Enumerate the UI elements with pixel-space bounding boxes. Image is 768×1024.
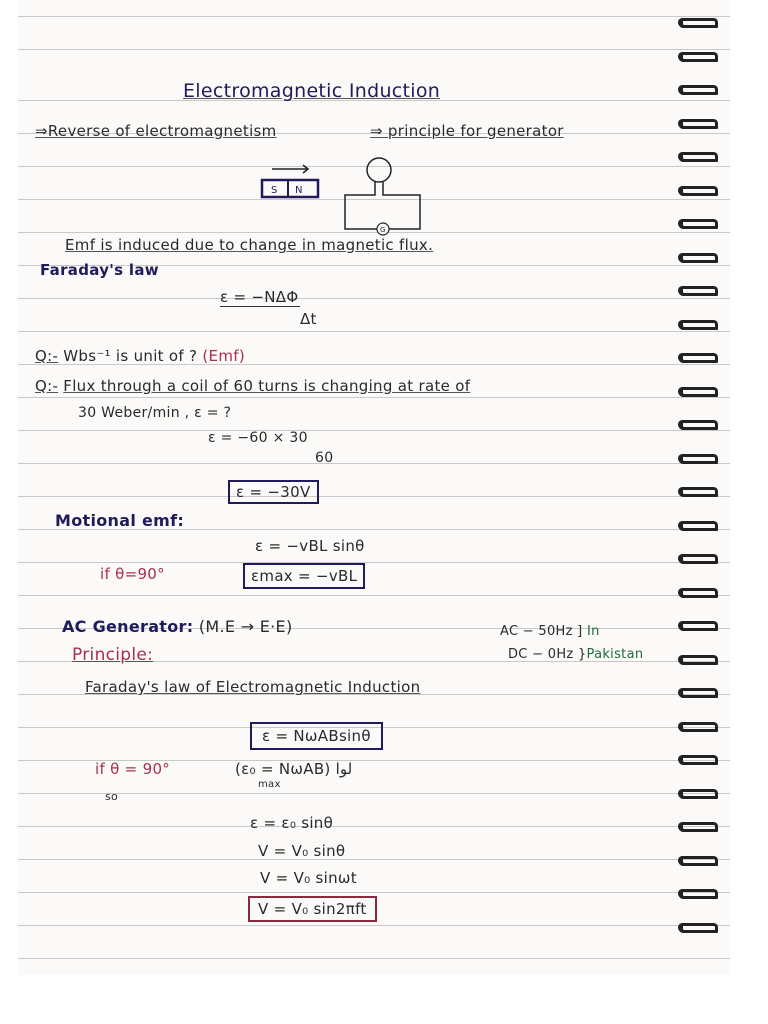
principle-text: Faraday's law of Electromagnetic Induction [85,678,421,696]
q2-result-box: ε = −30V [228,480,319,504]
ac-condition: if θ = 90° [95,760,171,778]
intro-left: ⇒Reverse of electromagnetism [35,122,277,140]
spiral-ring [678,119,718,129]
spiral-ring [678,152,718,162]
spiral-ring [678,822,718,832]
spiral-ring [678,554,718,564]
spiral-ring [678,219,718,229]
spiral-ring [678,253,718,263]
q1-label: Q:- [35,347,59,365]
spiral-ring [678,353,718,363]
faraday-formula: ε = −NΔΦ [220,288,299,306]
q2-text-cont: 30 Weber/min , ε = ? [78,405,232,421]
eq4-box: V = V₀ sin2πft [248,896,377,922]
emax-formula: (ε₀ = NωAB) [235,760,331,778]
eq3: V = V₀ sinωt [260,869,357,887]
bulb-icon [367,158,391,182]
spiral-ring [678,420,718,430]
spiral-ring [678,755,718,765]
spiral-ring [678,52,718,62]
q2-text: Flux through a coil of 60 turns is changing at rate of [63,377,471,395]
ac-heading: AC Generator: [62,617,194,636]
ac-formula-box: ε = NωABsinθ [250,722,383,750]
q2-label: Q:- [35,377,59,395]
spiral-ring [678,387,718,397]
magnet-n: N [295,185,303,196]
galvanometer-label: G [380,226,386,234]
motional-heading: Motional emf: [55,511,185,530]
spiral-ring [678,521,718,531]
spiral-ring [678,320,718,330]
q1-text: Wbs⁻¹ is unit of ? [63,347,198,365]
circuit-loop [345,181,420,229]
ac-conversion: (M.E → E·E) [198,617,293,636]
spiral-ring [678,655,718,665]
page-title: Electromagnetic Induction [183,80,441,102]
pakistan-label: Pakistan [586,647,644,662]
spiral-ring [678,18,718,28]
eq2: V = V₀ sinθ [258,842,346,860]
spiral-ring [678,722,718,732]
intro-right: ⇒ principle for generator [370,122,564,140]
magnet-s: S [271,185,278,196]
dc-freq: DC − 0Hz } [508,647,587,662]
induction-diagram [250,155,440,240]
urdu-note: لوا [335,760,353,778]
notebook-page [18,0,730,975]
spiral-ring [678,621,718,631]
spiral-ring [678,688,718,698]
max-subscript: max [258,779,281,790]
spiral-ring [678,85,718,95]
motional-formula: ε = −vBL sinθ [255,537,365,555]
q1-answer: (Emf) [202,347,245,365]
faraday-denominator: Δt [300,310,317,328]
spiral-ring [678,286,718,296]
faraday-heading: Faraday's law [40,261,159,279]
spiral-ring [678,487,718,497]
spiral-ring [678,789,718,799]
in-label: In [586,624,600,639]
principle-heading: Principle: [72,645,154,665]
spiral-ring [678,186,718,196]
q2-calc: ε = −60 × 30 [208,430,308,446]
q2-calc-den: 60 [315,450,334,466]
spiral-ring [678,454,718,464]
motional-condition: if θ=90° [100,565,165,583]
so-label: so [105,790,119,803]
spiral-ring [678,856,718,866]
eq1: ε = ε₀ sinθ [250,814,334,832]
ac-freq: AC − 50Hz ] [500,624,583,639]
emf-statement: Emf is induced due to change in magnetic flux. [65,236,434,254]
spiral-ring [678,588,718,598]
spiral-ring [678,889,718,899]
spiral-ring [678,923,718,933]
motional-result-box: εmax = −vBL [243,563,365,589]
